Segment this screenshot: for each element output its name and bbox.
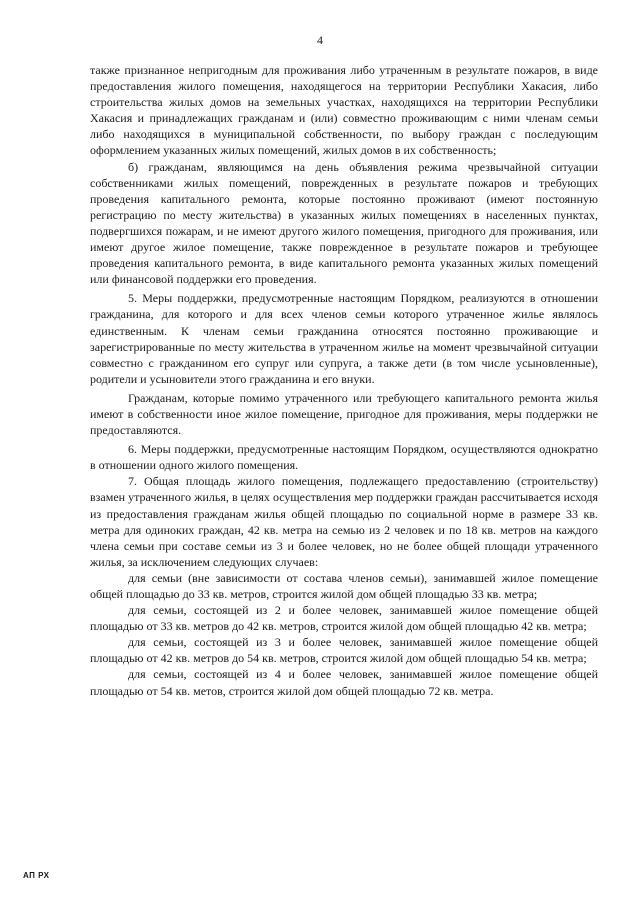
paragraph-item-b: б) гражданам, являющимся на день объявления режима чрезвычайной ситуации собственниками жилых помещений, поврежденных в результате пожаров и требующих проведения капитального ремонта, которые постоянно проживают (имеют постоянную регистрацию по месту жительства) в указанных жилых помещениях в населенных пунктах, подвергшихся пожарам, и не имеют другого жилого помещения, пригодного для проживания, или имеют другое жилое помещение, также поврежденное в результате пожаров и требующее проведения капитального ремонта, в виде капитального ремонта указанных жилых помещений или финансовой поддержки его проведения. bbox=[90, 159, 598, 287]
paragraph-6: 6. Меры поддержки, предусмотренные настоящим Порядком, осуществляются однократно в отношении одного жилого помещения. bbox=[90, 442, 598, 473]
paragraph-7-case-3: для семьи, состоящей из 3 и более человек, занимавшей жилое помещение общей площадью от 42 кв. метров до 54 кв. метров, строится жилой дом общей площадью 54 кв. метра; bbox=[90, 635, 598, 666]
footer-code: АП РХ bbox=[23, 871, 50, 880]
paragraph-7-case-2: для семьи, состоящей из 2 и более человек, занимавшей жилое помещение общей площадью от 33 кв. метров до 42 кв. метров, строится жилой дом общей площадью 42 кв. метра; bbox=[90, 603, 598, 634]
paragraph-5-exclusion: Гражданам, которые помимо утраченного или требующего капитального ремонта жилья имеют в собственности иное жилое помещение, пригодное для проживания, меры поддержки не предоставляются. bbox=[90, 390, 598, 438]
page-number: 4 bbox=[317, 33, 323, 47]
paragraph-7-case-4: для семьи, состоящей из 4 и более человек, занимавшей жилое помещение общей площадью от 54 кв. метов, строится жилой дом общей площадью 72 кв. метра. bbox=[90, 667, 598, 698]
paragraph-continuation: также признанное непригодным для проживания либо утраченным в результате пожаров, в виде предоставления жилого помещения, находящегося на территории Республики Хакасия, либо строительства жилых домов на земельных участках, находящихся на территории Республики Хакасия и принадлежащих гражданам и (или) совместно проживающим с ними членам семьи либо находящихся в муниципальной собственности, по выбору граждан с последующим оформлением указанных жилых помещений, жилых домов в их собственность; bbox=[90, 63, 598, 158]
paragraph-5: 5. Меры поддержки, предусмотренные настоящим Порядком, реализуются в отношении гражданина, для которого и для всех членов семьи которого утраченное жилье являлось единственным. К членам семьи гражданина относятся постоянно проживающие и зарегистрированные по месту жительства в утраченном жилье на момент чрезвычайной ситуации совместно с гражданином его супруг или супруга, а также дети (в том числе усыновленные), родители и усыновители этого гражданина и его внуки. bbox=[90, 291, 598, 386]
document-body bbox=[90, 62, 598, 699]
paragraph-7: 7. Общая площадь жилого помещения, подлежащего предоставлению (строительству) взамен утраченного жилья, в целях осуществления мер поддержки граждан рассчитывается исходя из предоставления гражданам жилья общей площадью по социальной норме в размере 33 кв. метра для одиноких граждан, 42 кв. метра на семью из 2 человек и по 18 кв. метров на каждого члена семьи при составе семьи из 3 и более человек, но не более общей площади утраченного жилья, за исключением следующих случаев: bbox=[90, 474, 598, 569]
paragraph-7-case-1: для семьи (вне зависимости от состава членов семьи), занимавшей жилое помещение общей площадью до 33 кв. метров, строится жилой дом общей площадью 33 кв. метра; bbox=[90, 570, 598, 601]
